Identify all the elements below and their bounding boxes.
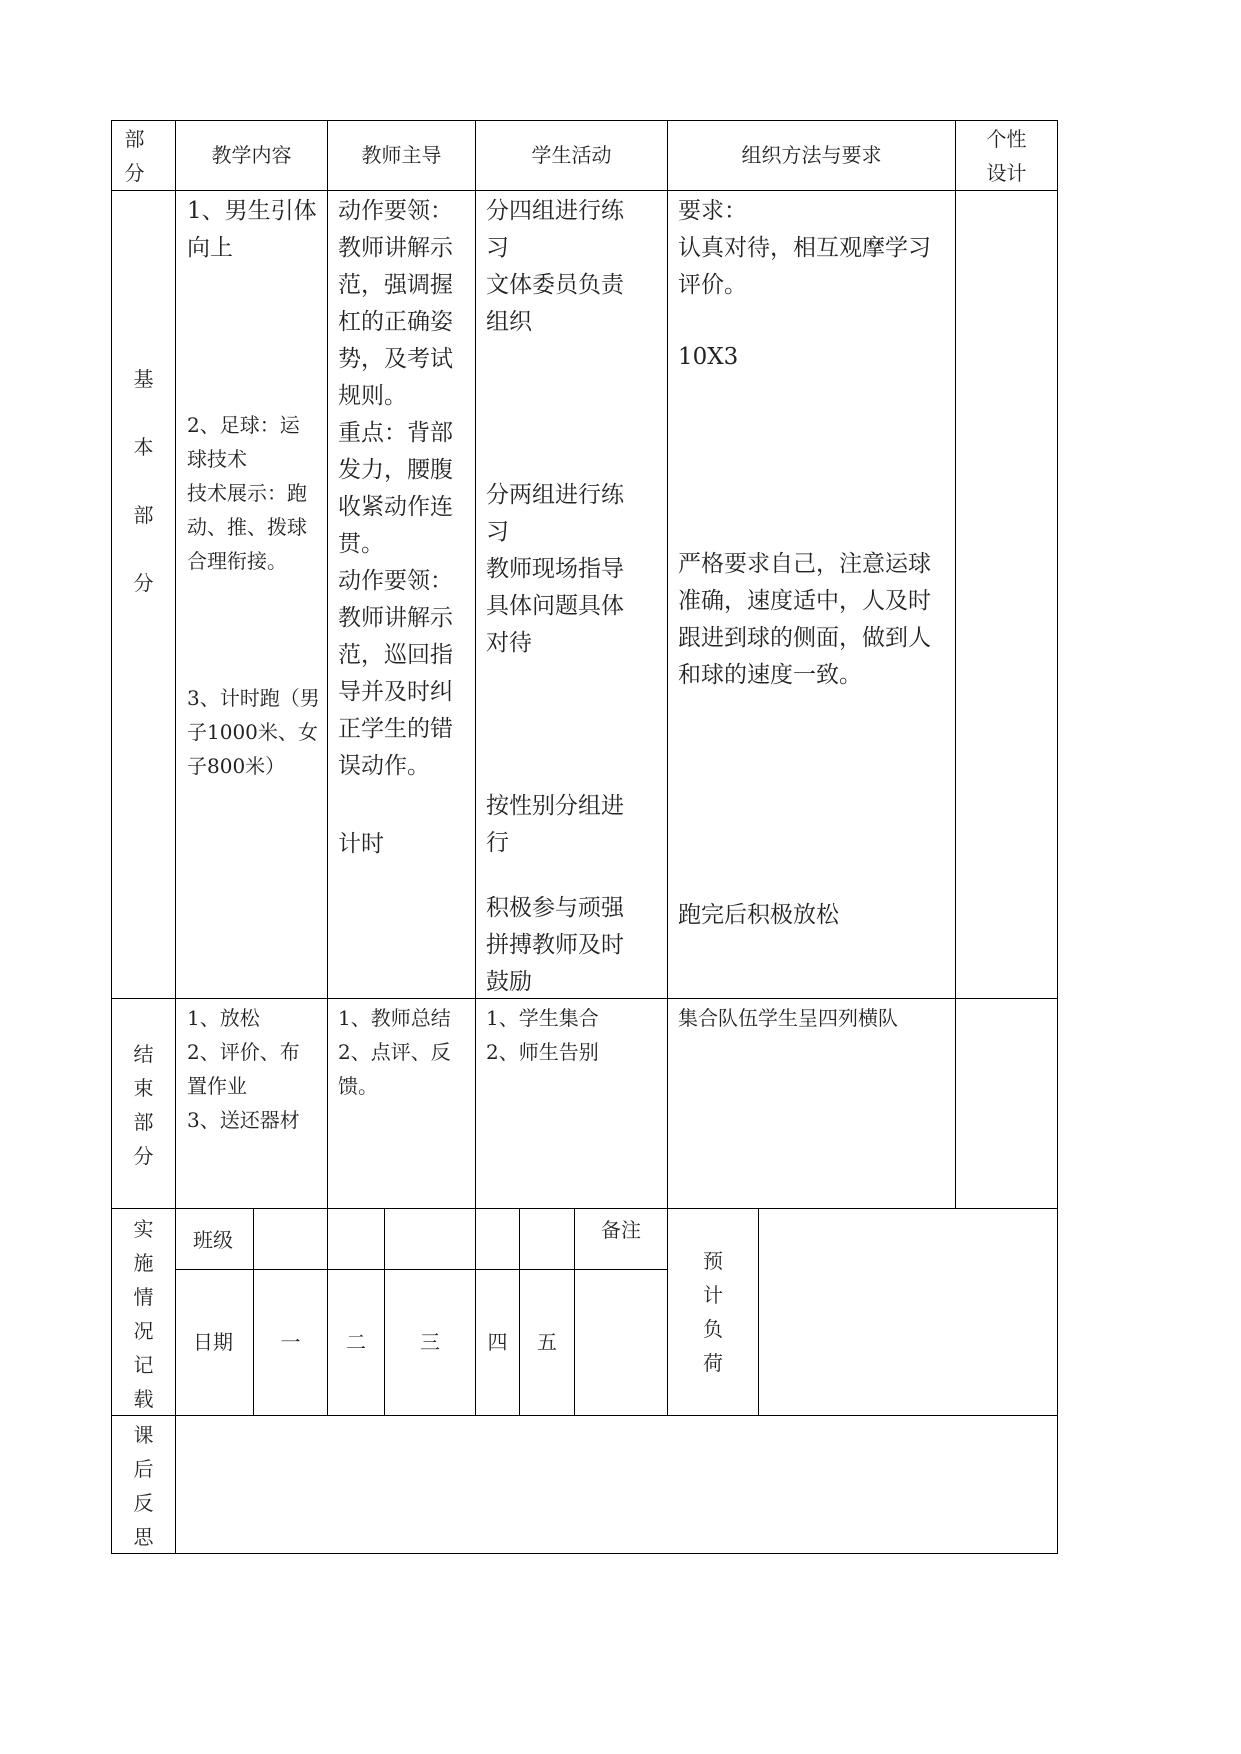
ending-section-label: 结 束 部 分: [133, 1042, 154, 1168]
reflection-section-label: 课 后 反 思: [133, 1423, 154, 1549]
records-day-1: 一: [280, 1330, 301, 1354]
basic-content-1: 1、男生引体 向上: [187, 198, 317, 261]
header-personal: 个性 设计: [986, 127, 1027, 185]
header-content: 教学内容: [211, 143, 292, 167]
header-organization: 组织方法与要求: [741, 143, 882, 167]
basic-student-4: 积极参与顽强 拼搏教师及时 鼓励: [486, 895, 624, 995]
basic-section-label: 基 本 部 分: [133, 367, 154, 595]
basic-org-1: 要求： 认真对待，相互观摩学习 评价。: [678, 198, 931, 298]
table-rule: [111, 190, 1058, 191]
basic-teacher-timing: 计时: [338, 831, 384, 857]
ending-teacher: 1、教师总结 2、点评、反 馈。: [338, 1006, 451, 1098]
table-rule: [384, 1208, 385, 1416]
records-date-label: 日期: [193, 1330, 233, 1354]
table-rule: [519, 1208, 520, 1416]
basic-org-2: 严格要求自己，注意运球 准确，速度适中，人及时 跟进到球的侧面，做到人 和球的速度一致。: [678, 551, 931, 688]
records-remark-label: 备注: [601, 1218, 641, 1242]
records-day-5: 五: [537, 1330, 557, 1354]
table-rule: [475, 120, 476, 1416]
records-day-2: 二: [346, 1330, 366, 1354]
ending-student: 1、学生集合 2、师生告别: [486, 1006, 599, 1064]
basic-org-3: 跑完后积极放松: [678, 902, 839, 928]
ending-content: 1、放松 2、评价、布 置作业 3、送还器材: [187, 1006, 300, 1132]
table-rule: [175, 1269, 667, 1270]
records-day-3: 三: [420, 1330, 440, 1354]
basic-content-2: 2、足球：运 球技术 技术展示：跑 动、推、拨球 合理衔接。: [187, 413, 307, 573]
records-day-4: 四: [487, 1330, 508, 1354]
basic-student-1: 分四组进行练 习 文体委员负责 组织: [486, 198, 624, 335]
basic-teacher-text: 动作要领： 教师讲解示 范，强调握 杠的正确姿 势，及考试 规则。 重点：背部 发力，腰腹 收紧动作连 贯。 动作要领： 教师讲解示 范，巡回指 导并及时纠 正学生的错 误动作。: [338, 198, 453, 779]
basic-student-3: 按性别分组进 行: [486, 793, 624, 856]
table-rule: [111, 120, 1058, 121]
header-student: 学生活动: [531, 143, 612, 167]
table-rule: [175, 120, 176, 1554]
table-rule: [253, 1208, 254, 1416]
basic-content-3: 3、计时跑（男 子1000米、女 子800米）: [187, 686, 320, 778]
records-class-label: 班级: [193, 1228, 233, 1252]
header-teacher: 教师主导: [361, 143, 442, 167]
header-part: 部 分: [124, 127, 145, 185]
records-section-label: 实 施 情 况 记 载: [133, 1217, 154, 1411]
table-rule: [1057, 120, 1058, 1554]
records-load-label: 预 计 负 荷: [703, 1249, 723, 1375]
table-rule: [758, 1208, 759, 1416]
basic-student-2: 分两组进行练 习 教师现场指导 具体问题具体 对待: [486, 482, 624, 656]
table-rule: [327, 120, 328, 1416]
ending-organization: 集合队伍学生呈四列横队: [678, 1006, 898, 1030]
table-rule: [111, 1553, 1058, 1554]
table-rule: [955, 120, 956, 1209]
table-rule: [667, 120, 668, 1416]
basic-org-reps: 10X3: [678, 344, 739, 370]
